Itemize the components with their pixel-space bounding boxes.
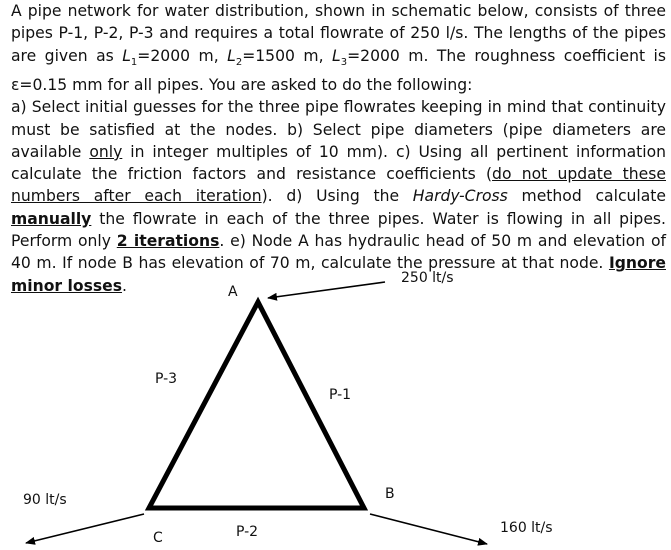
- problem-text: method calculate: [507, 187, 666, 206]
- emphasis-manually: manually: [11, 209, 92, 228]
- pipe-length-symbol: L: [227, 46, 236, 65]
- pipe-length-subscript: 1: [130, 56, 138, 68]
- node-b-label: B: [385, 486, 395, 502]
- problem-text: a) Select initial guesses for the three pipe flowrates keeping in mind that continuity must be satisfied at the nodes. b) Select pipe diameters (pipe diameters are available: [11, 98, 666, 161]
- pipe-network-triangle: [149, 302, 364, 508]
- problem-text: ). d) Using the: [261, 187, 413, 206]
- pipe-length-subscript: 3: [340, 56, 348, 68]
- problem-paragraph-1: [11, 0, 666, 96]
- pipe-length-subscript: 2: [235, 56, 243, 68]
- problem-statement: [11, 0, 666, 297]
- pipe-2-label: P-2: [236, 524, 259, 540]
- emphasis-no-update: do not update these numbers after each iteration: [11, 165, 666, 206]
- problem-text: A pipe network for water distribution, shown in schematic below, consists of three pipes P-1, P-2, P-3 and requires a total flowrate of 250 l/s. The lengths of the pipes are given as: [11, 2, 666, 65]
- problem-text: =2000 m,: [137, 46, 228, 65]
- node-c-label: C: [153, 530, 163, 546]
- problem-text: =2000 m. The roughness coefficient is ε=0.15 mm for all pipes. You are asked to do the following:: [11, 46, 666, 94]
- problem-text: =1500 m,: [242, 46, 332, 65]
- pipe-length-symbol: L: [122, 46, 131, 65]
- emphasis-only: only: [89, 142, 123, 161]
- problem-text: the flowrate in each of the three pipes. Water is flowing in all pipes. Perform only: [11, 209, 666, 251]
- problem-text: in integer multiples of 10 mm). c) Using all pertinent information calculate the friction factors and resistance coefficients (: [11, 142, 666, 184]
- method-name: Hardy-Cross: [412, 187, 508, 206]
- outflow-b-label: 160 lt/s: [500, 520, 553, 536]
- problem-text: .: [122, 276, 127, 295]
- inflow-arrow: [268, 282, 385, 298]
- pipe-3-label: P-3: [155, 371, 178, 387]
- problem-text: . e) Node A has hydraulic head of 50 m and elevation of 40 m. If node B has elevation of 70 m, calculate the pressure at that node.: [11, 232, 667, 273]
- emphasis-iterations: 2 iterations: [116, 232, 220, 251]
- pipe-1-label: P-1: [329, 387, 352, 403]
- inflow-label: 250 lt/s: [401, 270, 454, 286]
- pipe-length-symbol: L: [332, 46, 341, 65]
- emphasis-ignore-minor-losses: Ignore minor losses: [11, 254, 666, 295]
- outflow-arrow-c: [26, 514, 144, 543]
- outflow-c-label: 90 lt/s: [23, 492, 67, 508]
- node-a-label: A: [228, 284, 238, 300]
- outflow-arrow-b: [370, 514, 487, 544]
- pipe-network-schematic: [0, 262, 671, 550]
